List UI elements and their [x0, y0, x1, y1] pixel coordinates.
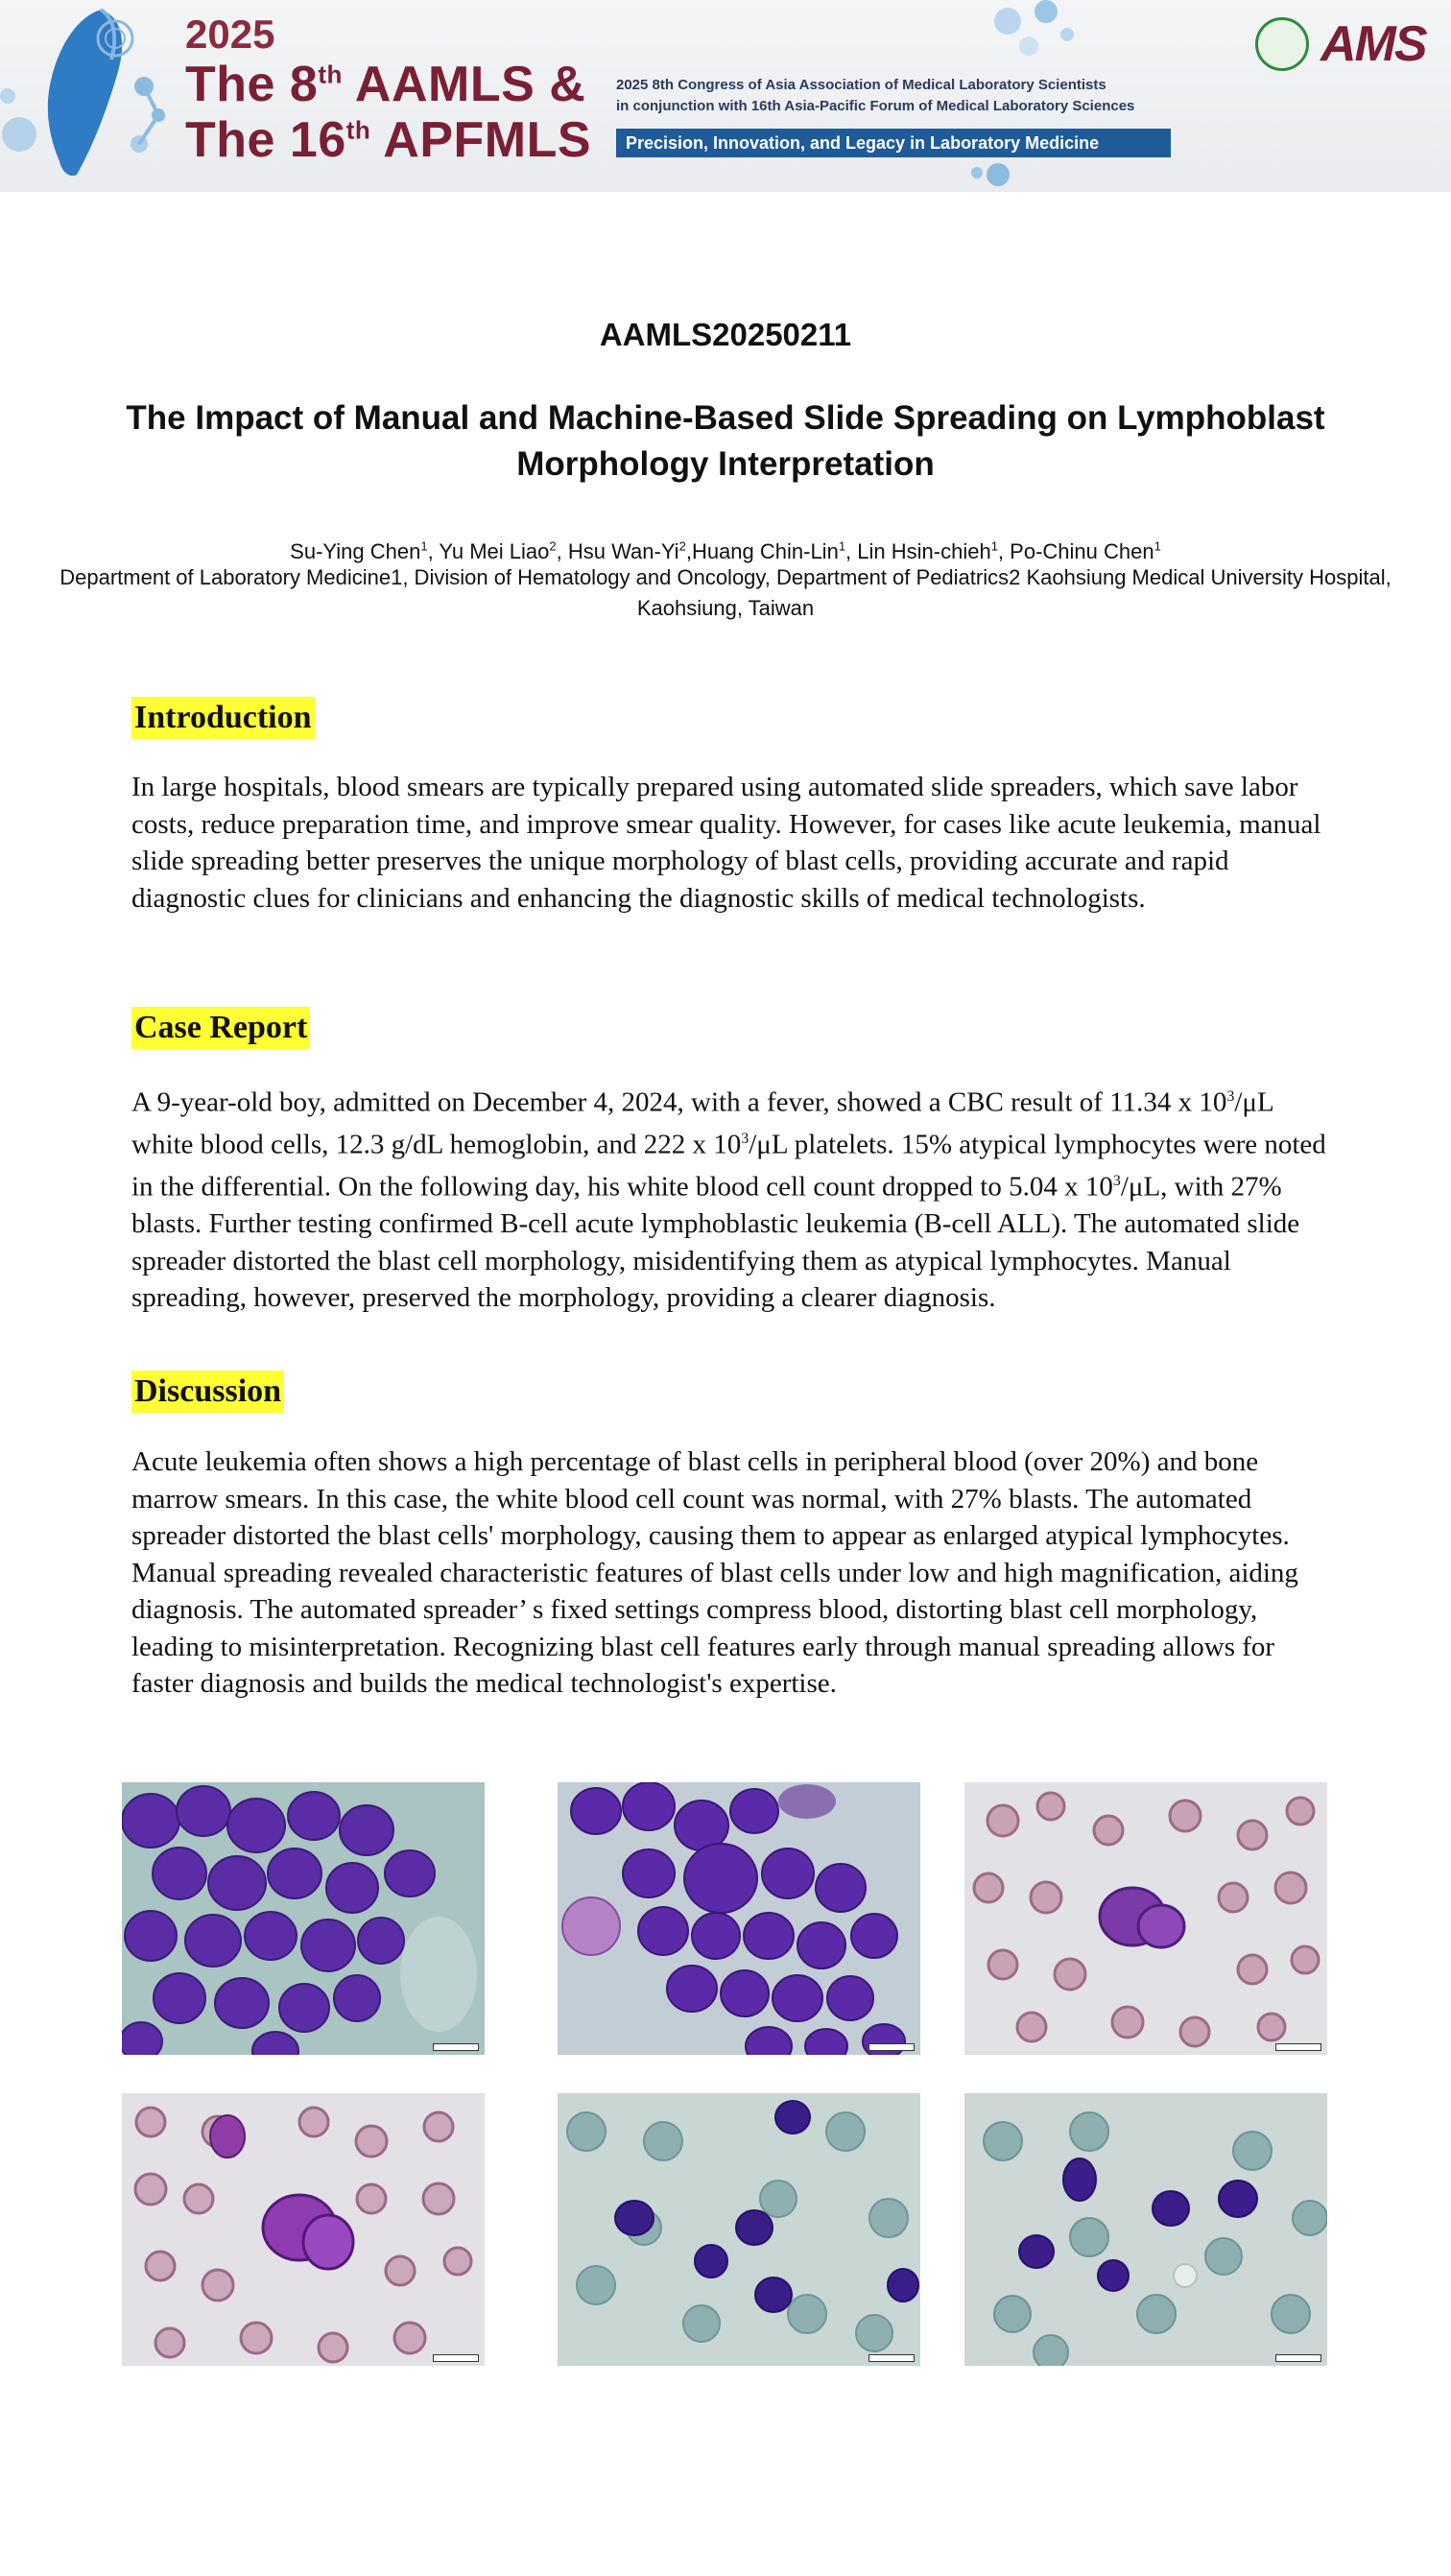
blood-smear-image	[558, 1782, 920, 2055]
banner-tagline: Precision, Innovation, and Legacy in Laboratory Medicine	[616, 129, 1171, 157]
blood-smear-image	[558, 2093, 920, 2366]
banner-title-line-2: The 16th APFMLS	[185, 112, 592, 168]
blood-smear-image	[122, 1782, 485, 2055]
ams-logo: AMS	[1320, 16, 1426, 72]
scale-bar	[868, 2354, 915, 2362]
conference-banner	[0, 0, 1451, 192]
case-report-heading: Case Report	[131, 1007, 310, 1049]
case-report-text: A 9-year-old boy, admitted on December 4, 2024, with a fever, showed a CBC result of 11.34 x $10^3/\mu L$ white blood cells, 12.3 g/dL hemoglobin, and 222 x $10^3/\mu L$ platelets. 15% atypical lymphocytes were noted in the differential. On the following day, his white blood cell count dropped to 5.04 x $10^3/\mu L$, with 27% blasts. Further testing confirmed B-cell acute lymphoblastic leukemia (B-cell ALL). The automated slide spreader distorted the blast cell morphology, misidentifying them as atypical lymphocytes. Manual spreading, however, preserved the morphology, providing a clearer diagnosis.	[131, 1086, 1326, 1314]
banner-subtitle-1: 2025 8th Congress of Asia Association of Medical Laboratory Scientists	[616, 77, 1106, 93]
banner-year: 2025	[185, 12, 275, 57]
molecule-decoration-icon	[969, 0, 1113, 192]
abstract-code: AAMLS20250211	[599, 317, 852, 352]
scale-bar	[433, 2354, 479, 2362]
micrograph-6	[964, 2093, 1327, 2366]
banner-title-line-1: The 8th AAMLS &	[185, 57, 586, 112]
author: Su-Ying Chen$^1$,	[290, 539, 440, 564]
discussion-heading: Discussion	[131, 1371, 284, 1413]
discussion-text: Acute leukemia often shows a high percentage of blast cells in peripheral blood (over 20%) and bone marrow smears. In this case, the white blood cell count was normal, with 27% blasts. The automated spreader distorted the blast cells' morphology, causing them to appear as enlarged atypical lymphocytes. Manual spreading revealed characteristic features of blast cells under low and high magnification, aiding diagnosis. The automated spreader’ s fixed settings compress blood, distorting blast cell morphology, leading to misinterpretation. Recognizing blast cell features early through manual spreading allows for faster diagnosis and builds the medical technologist's expertise.	[131, 1446, 1298, 1699]
scale-bar	[433, 2043, 479, 2051]
author: Lin Hsin-chieh$^1$,	[857, 539, 1011, 564]
micrograph-5	[558, 2093, 920, 2366]
micrograph-1	[122, 1782, 485, 2055]
author: Po-Chinu Chen$^1$	[1010, 539, 1161, 564]
scale-bar	[868, 2043, 915, 2051]
micrograph-4	[122, 2093, 485, 2366]
blood-smear-image	[122, 2093, 485, 2366]
introduction-text: In large hospitals, blood smears are typically prepared using automated slide spreaders, which save labor costs, reduce preparation time, and improve smear quality. However, for cases like acute leukemia, manual slide spreading better preserves the unique morphology of blast cells, providing accurate and rapid diagnostic clues for clinicians and enhancing the diagnostic skills of medical technologists.	[131, 772, 1321, 914]
paper-title: The Impact of Manual and Machine-Based Slide Spreading on Lymphoblast Morphology Interpretation	[126, 399, 1325, 483]
introduction-heading: Introduction	[131, 697, 315, 739]
association-logo-icon	[1255, 17, 1309, 71]
author: Hsu Wan-Yi$^2$,	[567, 539, 692, 564]
banner-subtitle-2: in conjunction with 16th Asia-Pacific Forum of Medical Laboratory Sciences	[616, 98, 1135, 114]
micrograph-2	[558, 1782, 920, 2055]
author: Yu Mei Liao$^2$,	[439, 539, 568, 564]
blood-smear-image	[964, 1782, 1327, 2055]
scale-bar	[1275, 2043, 1321, 2051]
taiwan-map-graphic	[0, 0, 192, 192]
author: Huang Chin-Lin$^1$,	[691, 539, 858, 564]
blood-smear-image	[964, 2093, 1327, 2366]
micrograph-3	[964, 1782, 1327, 2055]
scale-bar	[1275, 2354, 1321, 2362]
affiliation: Department of Laboratory Medicine1, Division of Hematology and Oncology, Department of Pediatrics2 Kaohsiung Medical University Hospital, Kaohsiung, Taiwan	[59, 565, 1392, 620]
